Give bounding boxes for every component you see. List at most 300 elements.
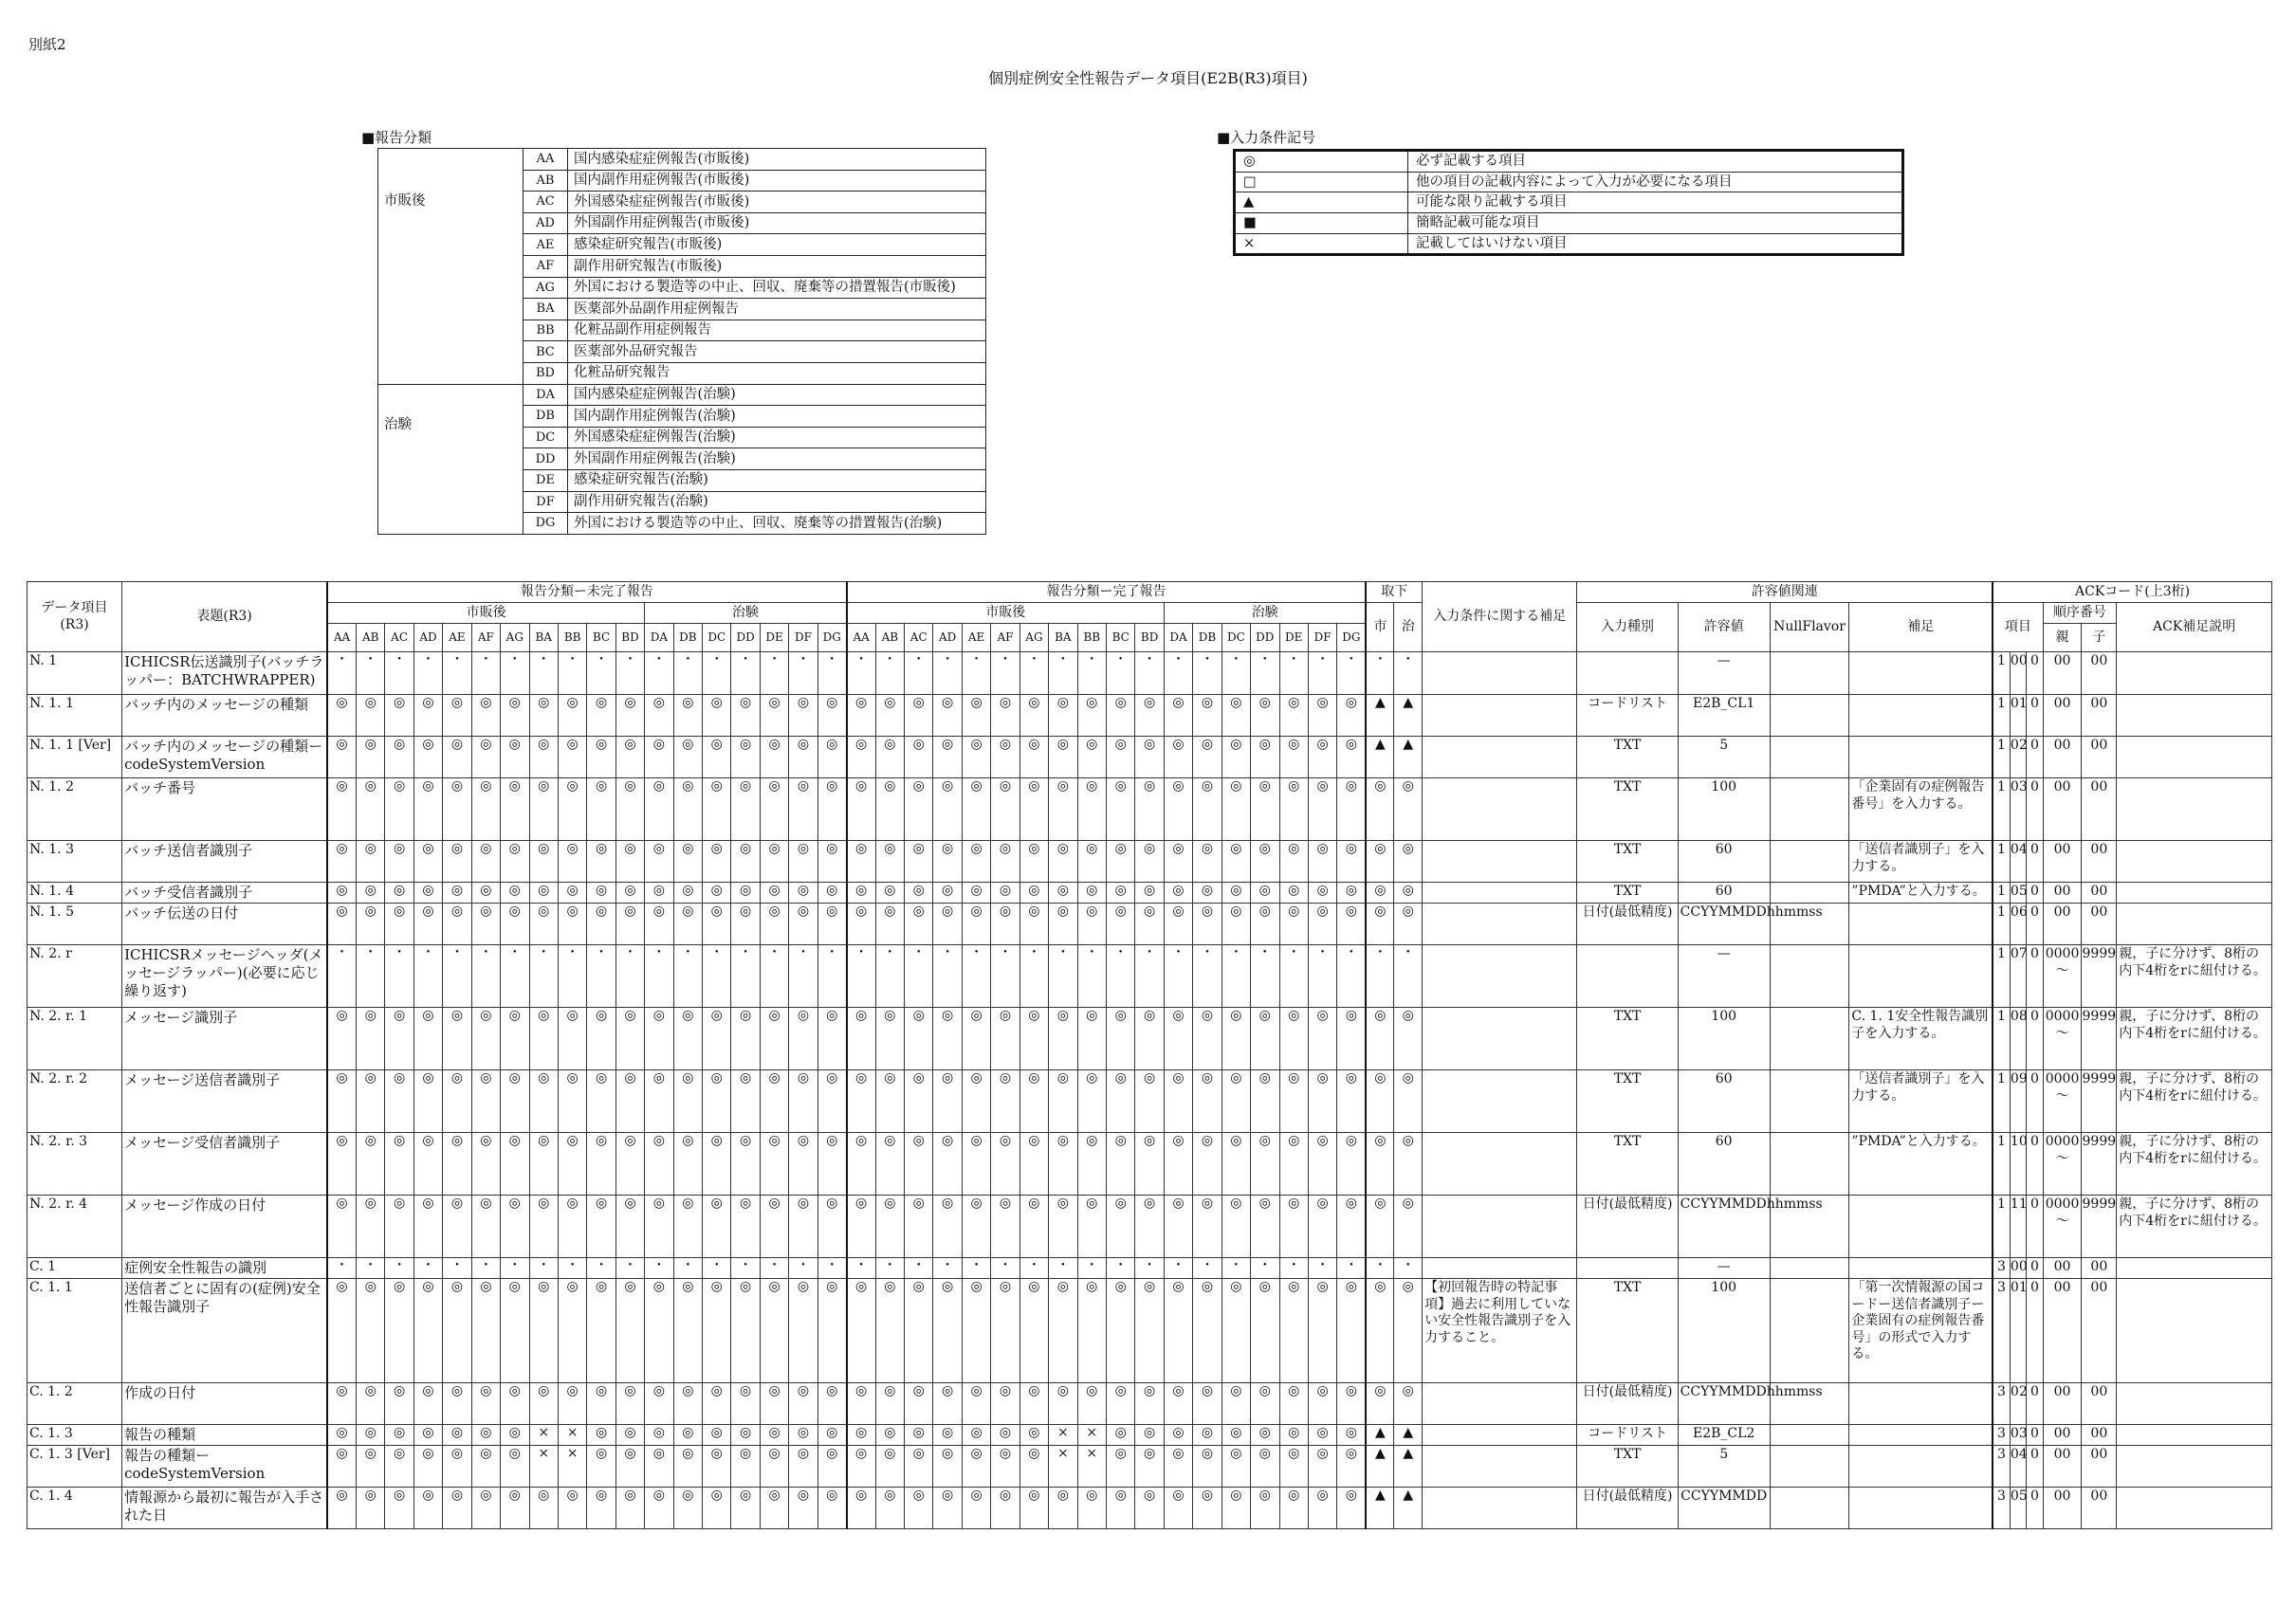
condition-mark: ◎: [587, 883, 615, 904]
header-supplement-input: 入力条件に関する補足: [1423, 582, 1577, 652]
ack-parent: 00: [2043, 1488, 2082, 1529]
condition-mark: ◎: [673, 841, 702, 883]
data-item-title: 症例安全性報告の識別: [122, 1258, 327, 1279]
condition-mark: ×: [1077, 1446, 1106, 1488]
table-row: [28, 1446, 2272, 1488]
condition-mark: ◎: [1135, 1279, 1164, 1383]
condition-mark: ◎: [991, 1196, 1019, 1258]
condition-mark: ◎: [962, 1196, 990, 1258]
condition-mark: ◎: [529, 1133, 558, 1196]
condition-mark: ◎: [1019, 1196, 1048, 1258]
ack-note: [2117, 652, 2272, 695]
condition-mark: ◎: [356, 1488, 384, 1529]
condition-mark: ◎: [847, 883, 875, 904]
input-supplement: [1423, 1488, 1577, 1529]
condition-mark: ◎: [558, 1196, 586, 1258]
header-code-dd: DD: [731, 624, 760, 652]
condition-mark: ・: [991, 1258, 1019, 1279]
condition-mark: ◎: [1221, 1446, 1250, 1488]
report-name: 外国における製造等の中止、回収、廃棄等の措置報告(市販後): [568, 277, 986, 299]
condition-mark: ×: [529, 1446, 558, 1488]
withdraw-trial-mark: ◎: [1394, 1133, 1423, 1196]
condition-mark: ◎: [875, 1383, 904, 1425]
input-type: TXT: [1577, 1279, 1678, 1383]
ack-parent: 0000～: [2043, 1008, 2082, 1070]
data-item-title: バッチ送信者識別子: [122, 841, 327, 883]
condition-mark: ◎: [413, 737, 442, 778]
table-row: [28, 1258, 2272, 1279]
withdraw-trial-mark: ▲: [1394, 695, 1423, 737]
condition-mark: ◎: [991, 1425, 1019, 1446]
withdraw-trial-mark: ◎: [1394, 841, 1423, 883]
table-row: [28, 904, 2272, 945]
condition-mark: ◎: [847, 904, 875, 945]
ack-parent: 00: [2043, 1383, 2082, 1425]
condition-mark: ◎: [501, 1008, 529, 1070]
header-code-bb: BB: [1077, 624, 1106, 652]
condition-mark: ◎: [356, 1383, 384, 1425]
ack-item-2: 01: [2010, 695, 2026, 737]
nullflavor: [1770, 841, 1849, 883]
condition-mark: ◎: [356, 778, 384, 841]
condition-mark: ◎: [933, 883, 962, 904]
condition-mark: ◎: [1221, 904, 1250, 945]
report-name: 外国副作用症例報告(市販後): [568, 212, 986, 234]
table-row: [28, 1133, 2272, 1196]
ack-item-2: 04: [2010, 841, 2026, 883]
condition-mark: ・: [443, 945, 471, 1008]
ack-item-2: 05: [2010, 1488, 2026, 1529]
withdraw-trial-mark: ◎: [1394, 1070, 1423, 1133]
condition-mark: ◎: [1193, 841, 1221, 883]
condition-mark: ◎: [645, 1196, 673, 1258]
condition-mark: ・: [1106, 1258, 1134, 1279]
condition-mark: ◎: [1308, 1446, 1336, 1488]
report-group-name: 市販後: [378, 149, 523, 385]
condition-mark: ◎: [413, 904, 442, 945]
input-condition-heading: ■入力条件記号: [1217, 129, 1316, 146]
condition-mark: ◎: [471, 1133, 500, 1196]
condition-mark: ◎: [1049, 1279, 1077, 1383]
condition-mark: ◎: [1135, 737, 1164, 778]
condition-mark: ◎: [905, 737, 933, 778]
report-code: DB: [523, 406, 568, 428]
condition-mark: ◎: [587, 1133, 615, 1196]
condition-mark: ◎: [962, 1279, 990, 1383]
condition-mark: ◎: [731, 904, 760, 945]
header-code-bc: BC: [1106, 624, 1134, 652]
header-code-bc: BC: [587, 624, 615, 652]
withdraw-post-mark: ◎: [1366, 883, 1394, 904]
allowed-note: C. 1. 1安全性報告識別子を入力する。: [1849, 1008, 1993, 1070]
condition-mark: ◎: [673, 737, 702, 778]
condition-mark: ◎: [645, 1446, 673, 1488]
condition-mark: ◎: [356, 1133, 384, 1196]
condition-mark: ◎: [471, 778, 500, 841]
data-item-id: C. 1. 4: [28, 1488, 122, 1529]
allowed-value: 100: [1678, 1279, 1770, 1383]
report-name: 国内感染症症例報告(市販後): [568, 149, 986, 171]
report-code: DF: [523, 491, 568, 513]
condition-mark: ◎: [529, 1008, 558, 1070]
condition-mark: ◎: [645, 841, 673, 883]
condition-mark: ・: [933, 652, 962, 695]
condition-mark: ◎: [327, 883, 356, 904]
condition-mark: ◎: [645, 695, 673, 737]
condition-mark: ◎: [1308, 695, 1336, 737]
condition-mark: ◎: [703, 695, 731, 737]
condition-mark: ◎: [501, 883, 529, 904]
condition-mark: ◎: [558, 1383, 586, 1425]
ack-note: [2117, 883, 2272, 904]
withdraw-trial-mark: ◎: [1394, 778, 1423, 841]
condition-mark: ・: [1251, 652, 1279, 695]
report-code: DE: [523, 469, 568, 491]
header-code-dd: DD: [1251, 624, 1279, 652]
condition-mark: ◎: [703, 1446, 731, 1488]
input-type: 日付(最低精度): [1577, 904, 1678, 945]
ack-note: [2117, 1446, 2272, 1488]
ack-item-1: 3: [1993, 1258, 2010, 1279]
condition-mark: ×: [529, 1425, 558, 1446]
condition-mark: ◎: [413, 1279, 442, 1383]
input-condition-table: [1233, 149, 1904, 256]
input-type: TXT: [1577, 1070, 1678, 1133]
allowed-value: 100: [1678, 1008, 1770, 1070]
header-ack-note: ACK補足説明: [2117, 603, 2272, 652]
condition-mark: ◎: [1135, 778, 1164, 841]
condition-mark: ◎: [1308, 778, 1336, 841]
condition-mark: ◎: [1106, 1196, 1134, 1258]
condition-mark: ・: [1049, 652, 1077, 695]
condition-mark: ◎: [731, 1383, 760, 1425]
condition-mark: ◎: [731, 1488, 760, 1529]
condition-mark: ◎: [356, 737, 384, 778]
condition-mark: ◎: [1221, 1383, 1250, 1425]
condition-mark: ◎: [1077, 1196, 1106, 1258]
condition-mark: ◎: [875, 1196, 904, 1258]
ack-note: 親，子に分けず、8桁の内下4桁をrに紐付ける。: [2117, 1133, 2272, 1196]
condition-mark: ・: [1279, 1258, 1308, 1279]
condition-mark: ◎: [385, 1196, 413, 1258]
report-code: DC: [523, 427, 568, 448]
condition-mark: ◎: [413, 841, 442, 883]
condition-mark: ◎: [847, 1279, 875, 1383]
input-type: TXT: [1577, 737, 1678, 778]
condition-mark: ◎: [905, 1196, 933, 1258]
condition-mark: ◎: [703, 1196, 731, 1258]
header-code-ae: AE: [443, 624, 471, 652]
header-code-ba: BA: [529, 624, 558, 652]
condition-mark: ◎: [587, 778, 615, 841]
condition-mark: ◎: [991, 1070, 1019, 1133]
condition-mark: ◎: [529, 1488, 558, 1529]
condition-mark: ◎: [1193, 737, 1221, 778]
condition-mark: ・: [817, 1258, 846, 1279]
condition-mark: ◎: [673, 1196, 702, 1258]
condition-mark: ◎: [615, 695, 644, 737]
condition-mark: ◎: [413, 1383, 442, 1425]
allowed-value: E2B_CL2: [1678, 1425, 1770, 1446]
condition-mark: ◎: [1077, 1133, 1106, 1196]
condition-mark: ◎: [933, 904, 962, 945]
ack-item-1: 1: [1993, 652, 2010, 695]
condition-mark: ◎: [1221, 1196, 1250, 1258]
condition-mark: ◎: [471, 1425, 500, 1446]
condition-mark: ◎: [1337, 1425, 1367, 1446]
condition-mark: ・: [385, 652, 413, 695]
allowed-value: —: [1678, 652, 1770, 695]
condition-mark: ◎: [1077, 883, 1106, 904]
ack-note: [2117, 1488, 2272, 1529]
input-supplement: [1423, 945, 1577, 1008]
input-type: [1577, 652, 1678, 695]
condition-symbol: ◎: [1235, 151, 1408, 173]
condition-mark: ◎: [673, 1488, 702, 1529]
ack-item-2: 01: [2010, 1279, 2026, 1383]
input-type: TXT: [1577, 1446, 1678, 1488]
condition-mark: ◎: [413, 883, 442, 904]
condition-mark: ◎: [875, 1488, 904, 1529]
condition-mark: ◎: [443, 904, 471, 945]
ack-item-3: 0: [2027, 1008, 2043, 1070]
condition-mark: ◎: [760, 695, 788, 737]
data-item-id: C. 1. 1: [28, 1279, 122, 1383]
condition-mark: ◎: [471, 1070, 500, 1133]
condition-mark: ◎: [817, 1446, 846, 1488]
condition-mark: ◎: [327, 1446, 356, 1488]
condition-mark: ◎: [645, 1488, 673, 1529]
condition-mark: ◎: [1019, 841, 1048, 883]
condition-mark: ◎: [501, 1279, 529, 1383]
condition-mark: ◎: [1279, 1070, 1308, 1133]
condition-mark: ◎: [558, 1133, 586, 1196]
condition-mark: ◎: [1049, 1133, 1077, 1196]
condition-mark: ・: [789, 652, 817, 695]
condition-mark: ◎: [1106, 1446, 1134, 1488]
ack-note: [2117, 737, 2272, 778]
condition-mark: ◎: [1221, 841, 1250, 883]
condition-mark: ◎: [1193, 1383, 1221, 1425]
input-supplement: [1423, 1070, 1577, 1133]
condition-mark: ・: [1019, 1258, 1048, 1279]
ack-parent: 00: [2043, 1425, 2082, 1446]
condition-mark: ・: [356, 1258, 384, 1279]
report-class-row: [378, 149, 986, 171]
withdraw-trial-mark: ◎: [1394, 1279, 1423, 1383]
condition-mark: ◎: [1251, 1446, 1279, 1488]
data-item-title: 送信者ごとに固有の(症例)安全性報告識別子: [122, 1279, 327, 1383]
header-allowed: 許容値: [1678, 603, 1770, 652]
ack-parent: 0000～: [2043, 1133, 2082, 1196]
table-row: [28, 737, 2272, 778]
condition-mark: ・: [1135, 945, 1164, 1008]
ack-parent: 0000～: [2043, 945, 2082, 1008]
report-name: 化粧品研究報告: [568, 362, 986, 384]
condition-mark: ◎: [1337, 904, 1367, 945]
ack-item-3: 0: [2027, 1070, 2043, 1133]
condition-mark: ・: [905, 1258, 933, 1279]
ack-item-1: 1: [1993, 1008, 2010, 1070]
header-seq: 順序番号: [2043, 603, 2117, 624]
condition-mark: ◎: [1308, 1488, 1336, 1529]
data-item-title: バッチ伝送の日付: [122, 904, 327, 945]
condition-mark: ◎: [760, 1279, 788, 1383]
condition-mark: ◎: [1193, 904, 1221, 945]
data-item-title: バッチ受信者識別子: [122, 883, 327, 904]
condition-mark: ◎: [731, 883, 760, 904]
ack-child: 9999: [2082, 1133, 2117, 1196]
condition-mark: ◎: [1077, 1070, 1106, 1133]
condition-mark: ◎: [673, 778, 702, 841]
condition-mark: ◎: [817, 1070, 846, 1133]
condition-mark: ・: [1193, 652, 1221, 695]
ack-parent: 00: [2043, 778, 2082, 841]
nullflavor: [1770, 1258, 1849, 1279]
condition-mark: ◎: [1221, 737, 1250, 778]
withdraw-post-mark: ▲: [1366, 695, 1394, 737]
condition-mark: ・: [703, 1258, 731, 1279]
condition-mark: ◎: [615, 1279, 644, 1383]
data-item-id: N. 1. 4: [28, 883, 122, 904]
withdraw-post-mark: ◎: [1366, 1133, 1394, 1196]
condition-mark: ・: [443, 652, 471, 695]
condition-mark: ◎: [1221, 695, 1250, 737]
condition-mark: ・: [1106, 652, 1134, 695]
condition-mark: ◎: [905, 1008, 933, 1070]
condition-mark: ・: [356, 945, 384, 1008]
input-type: TXT: [1577, 1008, 1678, 1070]
condition-mark: ◎: [1106, 841, 1134, 883]
allowed-value: 60: [1678, 883, 1770, 904]
condition-mark: ◎: [413, 695, 442, 737]
condition-mark: ・: [991, 945, 1019, 1008]
condition-mark: ◎: [875, 1070, 904, 1133]
ack-item-2: 02: [2010, 1383, 2026, 1425]
condition-mark: ◎: [587, 1008, 615, 1070]
condition-mark: ◎: [356, 1070, 384, 1133]
header-postmarket: 市販後: [327, 603, 645, 624]
withdraw-trial-mark: ◎: [1394, 1383, 1423, 1425]
condition-mark: ◎: [385, 778, 413, 841]
condition-mark: ・: [673, 1258, 702, 1279]
withdraw-trial-mark: ・: [1394, 945, 1423, 1008]
ack-item-3: 0: [2027, 778, 2043, 841]
condition-mark: ◎: [703, 778, 731, 841]
header-ack-item: 項目: [1993, 603, 2043, 652]
ack-item-1: 1: [1993, 841, 2010, 883]
condition-mark: ◎: [1337, 778, 1367, 841]
condition-mark: ・: [760, 652, 788, 695]
data-item-id: C. 1. 3: [28, 1425, 122, 1446]
header-code-ad: AD: [933, 624, 962, 652]
report-name: 医薬部外品研究報告: [568, 341, 986, 363]
condition-mark: ◎: [385, 904, 413, 945]
report-code: AA: [523, 149, 568, 171]
report-code: BC: [523, 341, 568, 363]
condition-mark: ◎: [933, 695, 962, 737]
input-type: 日付(最低精度): [1577, 1383, 1678, 1425]
condition-mark: ・: [558, 652, 586, 695]
header-allowed-values: 許容値関連: [1577, 582, 1993, 603]
allowed-note: [1849, 1258, 1993, 1279]
condition-mark: ◎: [558, 1488, 586, 1529]
condition-mark: ◎: [1251, 1133, 1279, 1196]
ack-child: 00: [2082, 1425, 2117, 1446]
data-item-id: N. 2. r: [28, 945, 122, 1008]
condition-mark: ◎: [875, 778, 904, 841]
allowed-note: [1849, 904, 1993, 945]
ack-item-1: 3: [1993, 1488, 2010, 1529]
condition-mark: ・: [615, 1258, 644, 1279]
allowed-value: —: [1678, 1258, 1770, 1279]
header-code-dc: DC: [1221, 624, 1250, 652]
allowed-value: —: [1678, 945, 1770, 1008]
condition-mark: ◎: [615, 1488, 644, 1529]
condition-mark: ◎: [1164, 883, 1192, 904]
condition-mark: ・: [529, 945, 558, 1008]
condition-mark: ◎: [443, 1488, 471, 1529]
condition-mark: ◎: [645, 1279, 673, 1383]
ack-item-1: 1: [1993, 1133, 2010, 1196]
condition-mark: ・: [847, 1258, 875, 1279]
condition-mark: ◎: [443, 1196, 471, 1258]
ack-item-3: 0: [2027, 883, 2043, 904]
condition-mark: ◎: [587, 904, 615, 945]
nullflavor: [1770, 1279, 1849, 1383]
ack-item-3: 0: [2027, 904, 2043, 945]
withdraw-post-mark: ▲: [1366, 737, 1394, 778]
condition-mark: ◎: [847, 695, 875, 737]
report-class-row: [378, 384, 986, 406]
input-supplement: [1423, 652, 1577, 695]
condition-mark: ◎: [703, 904, 731, 945]
table-row: [28, 652, 2272, 695]
condition-mark: ◎: [817, 1008, 846, 1070]
ack-item-3: 0: [2027, 695, 2043, 737]
condition-mark: ◎: [501, 904, 529, 945]
ack-note: [2117, 695, 2272, 737]
condition-mark: ◎: [1279, 904, 1308, 945]
data-item-title: メッセージ受信者識別子: [122, 1133, 327, 1196]
condition-mark: ◎: [1337, 1196, 1367, 1258]
condition-mark: ◎: [443, 737, 471, 778]
condition-mark: ◎: [991, 737, 1019, 778]
condition-mark: ◎: [760, 1488, 788, 1529]
condition-mark: ◎: [760, 778, 788, 841]
condition-mark: ◎: [529, 1383, 558, 1425]
table-row: [28, 841, 2272, 883]
condition-mark: ・: [817, 652, 846, 695]
condition-mark: ◎: [875, 904, 904, 945]
condition-mark: ◎: [1251, 883, 1279, 904]
condition-mark: ◎: [615, 1070, 644, 1133]
report-name: 国内副作用症例報告(治験): [568, 406, 986, 428]
header-parent: 親: [2043, 624, 2082, 652]
input-type: TXT: [1577, 883, 1678, 904]
condition-mark: ・: [443, 1258, 471, 1279]
allowed-value: 60: [1678, 1133, 1770, 1196]
condition-mark: ◎: [731, 1425, 760, 1446]
ack-child: 00: [2082, 1383, 2117, 1425]
condition-mark: ◎: [731, 737, 760, 778]
condition-mark: ◎: [529, 778, 558, 841]
condition-mark: ◎: [1077, 695, 1106, 737]
condition-mark: ◎: [1193, 1446, 1221, 1488]
ack-item-1: 1: [1993, 695, 2010, 737]
condition-mark: ◎: [1106, 1279, 1134, 1383]
ack-note: [2117, 778, 2272, 841]
